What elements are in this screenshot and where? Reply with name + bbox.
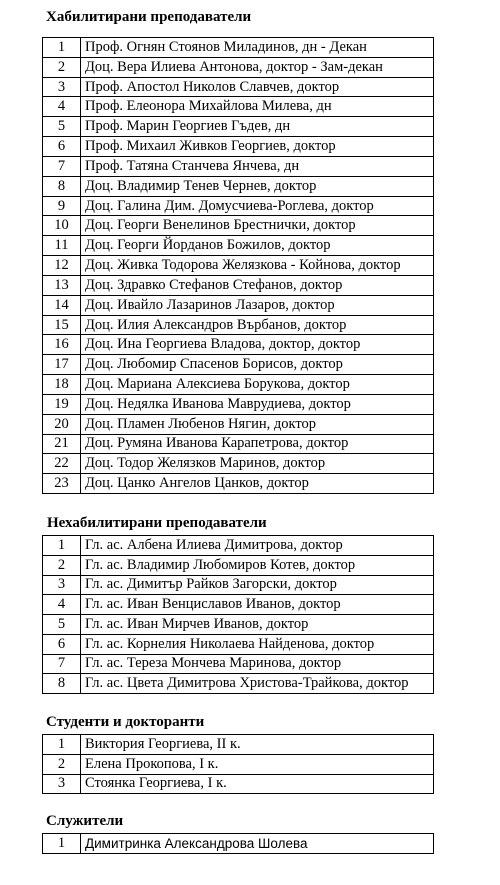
row-number: 8 xyxy=(43,176,81,196)
person-name: Гл. ас. Албена Илиева Димитрова, доктор xyxy=(81,536,434,556)
row-number: 19 xyxy=(43,394,81,414)
person-name: Проф. Михаил Живков Георгиев, доктор xyxy=(81,137,434,157)
row-number: 2 xyxy=(43,754,81,774)
row-number: 1 xyxy=(43,735,81,755)
row-number: 16 xyxy=(43,335,81,355)
table-row xyxy=(43,315,434,335)
table-row xyxy=(43,654,434,674)
row-number: 17 xyxy=(43,355,81,375)
row-number: 5 xyxy=(43,615,81,635)
person-name: Гл. ас. Корнелия Николаева Найденова, доктор xyxy=(81,634,434,654)
table-row xyxy=(43,615,434,635)
row-number: 20 xyxy=(43,414,81,434)
table-row xyxy=(43,375,434,395)
row-number: 15 xyxy=(43,315,81,335)
person-name: Гл. ас. Владимир Любомиров Котев, доктор xyxy=(81,555,434,575)
person-name: Доц. Георги Венелинов Брестнички, доктор xyxy=(81,216,434,236)
row-number: 2 xyxy=(43,555,81,575)
non-habilitated-table xyxy=(42,535,434,694)
table-row xyxy=(43,575,434,595)
row-number: 22 xyxy=(43,454,81,474)
person-name: Гл. ас. Тереза Мончева Маринова, доктор xyxy=(81,654,434,674)
section-title-non-habilitated: Нехабилитирани преподаватели xyxy=(47,515,267,531)
person-name: Доц. Пламен Любенов Нягин, доктор xyxy=(81,414,434,434)
person-name: Доц. Владимир Тенев Чернев, доктор xyxy=(81,176,434,196)
table-row xyxy=(43,117,434,137)
table-row xyxy=(43,536,434,556)
row-number: 6 xyxy=(43,137,81,157)
table-row xyxy=(43,176,434,196)
person-name: Проф. Татяна Станчева Янчева, дн xyxy=(81,156,434,176)
table-row xyxy=(43,674,434,694)
row-number: 13 xyxy=(43,275,81,295)
person-name: Гл. ас. Иван Мирчев Иванов, доктор xyxy=(81,615,434,635)
table-row xyxy=(43,57,434,77)
person-name: Проф. Марин Георгиев Гъдев, дн xyxy=(81,117,434,137)
person-name: Гл. ас. Димитър Райков Загорски, доктор xyxy=(81,575,434,595)
table-row xyxy=(43,355,434,375)
table-row xyxy=(43,474,434,494)
table-row xyxy=(43,216,434,236)
person-name: Гл. ас. Цвета Димитрова Христова-Трайкова, доктор xyxy=(81,674,434,694)
person-name: Доц. Живка Тодорова Желязкова - Койнова, доктор xyxy=(81,256,434,276)
person-name: Доц. Недялка Иванова Маврудиева, доктор xyxy=(81,394,434,414)
person-name: Стоянка Георгиева, I к. xyxy=(81,774,434,794)
table-row xyxy=(43,256,434,276)
row-number: 7 xyxy=(43,654,81,674)
row-number: 21 xyxy=(43,434,81,454)
row-number: 14 xyxy=(43,295,81,315)
table-row xyxy=(43,275,434,295)
row-number: 5 xyxy=(43,117,81,137)
table-row xyxy=(43,434,434,454)
person-name: Доц. Тодор Желязков Маринов, доктор xyxy=(81,454,434,474)
person-name: Проф. Елеонора Михайлова Милева, дн xyxy=(81,97,434,117)
table-row xyxy=(43,634,434,654)
table-row xyxy=(43,454,434,474)
row-number: 23 xyxy=(43,474,81,494)
row-number: 7 xyxy=(43,156,81,176)
person-name: Доц. Здравко Стефанов Стефанов, доктор xyxy=(81,275,434,295)
person-name: Доц. Вера Илиева Антонова, доктор - Зам-декан xyxy=(81,57,434,77)
row-number: 9 xyxy=(43,196,81,216)
person-name: Доц. Илия Александров Върбанов, доктор xyxy=(81,315,434,335)
row-number: 4 xyxy=(43,97,81,117)
row-number: 1 xyxy=(43,834,81,854)
section-title-staff: Служители xyxy=(46,813,124,829)
table-row xyxy=(43,156,434,176)
table-row xyxy=(43,236,434,256)
section-title-habilitated: Хабилитирани преподаватели xyxy=(46,9,252,25)
row-number: 3 xyxy=(43,77,81,97)
row-number: 3 xyxy=(43,774,81,794)
students-table xyxy=(42,734,434,794)
person-name: Виктория Георгиева, II к. xyxy=(81,735,434,755)
table-row xyxy=(43,137,434,157)
person-name: Гл. ас. Иван Венциславов Иванов, доктор xyxy=(81,595,434,615)
table-row xyxy=(43,77,434,97)
table-row xyxy=(43,295,434,315)
row-number: 8 xyxy=(43,674,81,694)
table-row xyxy=(43,834,434,854)
table-row xyxy=(43,754,434,774)
person-name: Проф. Апостол Николов Славчев, доктор xyxy=(81,77,434,97)
table-row xyxy=(43,97,434,117)
table-row xyxy=(43,735,434,755)
habilitated-table xyxy=(42,37,434,494)
row-number: 1 xyxy=(43,38,81,58)
person-name: Доц. Мариана Алексиева Борукова, доктор xyxy=(81,375,434,395)
row-number: 10 xyxy=(43,216,81,236)
row-number: 2 xyxy=(43,57,81,77)
row-number: 6 xyxy=(43,634,81,654)
row-number: 11 xyxy=(43,236,81,256)
person-name: Доц. Ина Георгиева Владова, доктор, доктор xyxy=(81,335,434,355)
table-row xyxy=(43,394,434,414)
person-name: Доц. Цанко Ангелов Цанков, доктор xyxy=(81,474,434,494)
section-title-students: Студенти и докторанти xyxy=(46,714,205,730)
person-name: Проф. Огнян Стоянов Миладинов, дн - Декан xyxy=(81,38,434,58)
person-name: Доц. Ивайло Лазаринов Лазаров, доктор xyxy=(81,295,434,315)
table-row xyxy=(43,38,434,58)
table-row xyxy=(43,595,434,615)
row-number: 18 xyxy=(43,375,81,395)
person-name: Доц. Галина Дим. Домусчиева-Роглева, доктор xyxy=(81,196,434,216)
table-row xyxy=(43,196,434,216)
staff-table xyxy=(42,833,434,854)
table-row xyxy=(43,335,434,355)
row-number: 1 xyxy=(43,536,81,556)
table-row xyxy=(43,414,434,434)
table-row xyxy=(43,555,434,575)
row-number: 4 xyxy=(43,595,81,615)
person-name: Доц. Любомир Спасенов Борисов, доктор xyxy=(81,355,434,375)
table-row xyxy=(43,774,434,794)
person-name: Доц. Георги Йорданов Божилов, доктор xyxy=(81,236,434,256)
person-name: Доц. Румяна Иванова Карапетрова, доктор xyxy=(81,434,434,454)
person-name: Димитринка Александрова Шолева xyxy=(81,834,434,854)
row-number: 12 xyxy=(43,256,81,276)
person-name: Елена Прокопова, I к. xyxy=(81,754,434,774)
row-number: 3 xyxy=(43,575,81,595)
